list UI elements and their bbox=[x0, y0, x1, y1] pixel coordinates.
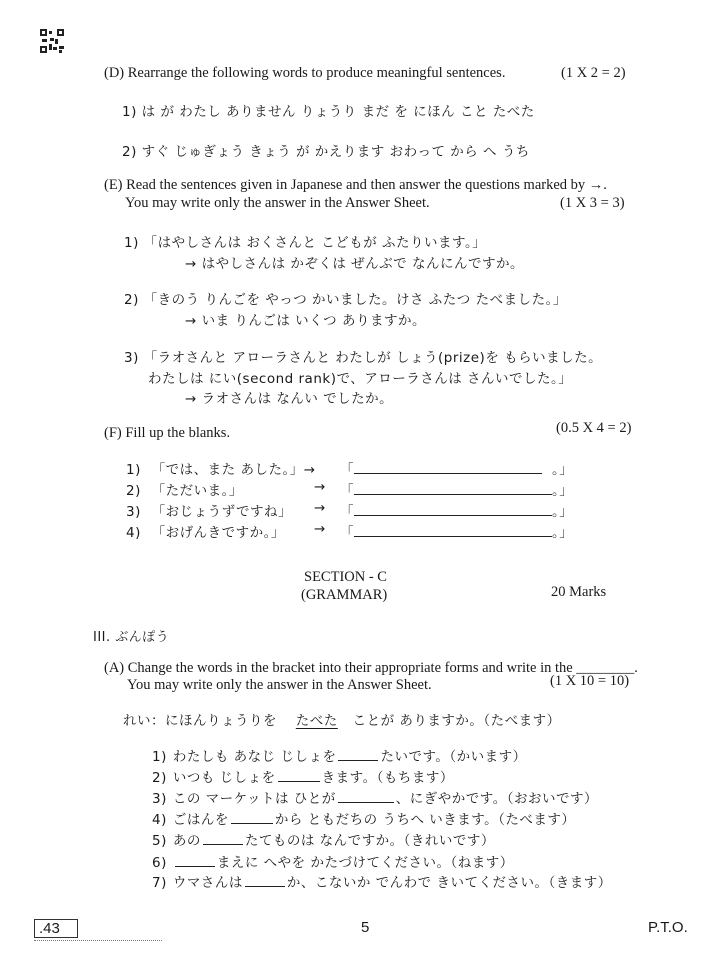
question-number: 7) bbox=[152, 875, 167, 891]
section-a-example bbox=[123, 709, 561, 729]
section-e-q2-statement: 2) 「きのう りんごを やっつ かいました。けさ ふたつ たべました。」 bbox=[124, 292, 567, 308]
question-text-before: いつも じしょを bbox=[172, 770, 276, 786]
answer-blank bbox=[203, 844, 243, 845]
page-number: 5 bbox=[361, 919, 370, 936]
question-text-after: 、にぎやかです。（おおいです） bbox=[395, 791, 598, 807]
qr-code-icon bbox=[40, 29, 64, 53]
section-a-marks: (1 X 10 = 10) bbox=[550, 673, 630, 689]
section-e-q1-question: → はやしさんは かぞくは ぜんぶで なんにんですか。 bbox=[185, 256, 524, 272]
item-number: 2) bbox=[126, 483, 141, 499]
item-text: 「おじょうずですね」 bbox=[151, 504, 293, 520]
question-text-after: から ともだちの うちへ いきます。（たべます） bbox=[274, 812, 576, 828]
section-c-marks: 20 Marks bbox=[551, 584, 607, 600]
section-a-heading: (A) Change the words in the bracket into their appropriate forms and write in the ________. bbox=[104, 660, 638, 676]
question-number: 6) bbox=[152, 855, 167, 871]
answer-blank: 「 。」 bbox=[340, 462, 574, 478]
question-number: 5) bbox=[152, 833, 167, 849]
question-number: 4) bbox=[152, 812, 167, 828]
section-a-instruction: You may write only the answer in the Answer Sheet. bbox=[127, 677, 432, 693]
answer-blank bbox=[175, 866, 215, 867]
grammar-question bbox=[152, 787, 598, 807]
section-e-instruction: You may write only the answer in the Answer Sheet. bbox=[125, 195, 430, 211]
answer-blank bbox=[338, 760, 378, 761]
question-text-after: たいです。（かいます） bbox=[380, 749, 527, 765]
item-number: 1) bbox=[126, 462, 141, 478]
item-text: 「では、また あした。」→ bbox=[151, 462, 316, 478]
section-f-item bbox=[126, 479, 243, 499]
question-text-before: ごはんを bbox=[172, 812, 229, 828]
question-text-after: きます。（もちます） bbox=[321, 770, 454, 786]
arrow: → bbox=[314, 500, 326, 516]
question-number: 2) bbox=[152, 770, 167, 786]
question-text-before: ウマさんは bbox=[172, 875, 243, 891]
section-f-item bbox=[126, 458, 316, 478]
arrow: → bbox=[314, 479, 326, 495]
section-d-item-2: 2) すぐ じゅぎょう きょう が かえります おわって から へ うち bbox=[122, 144, 530, 160]
section-f-item bbox=[126, 500, 292, 520]
pto-label: P.T.O. bbox=[648, 919, 688, 936]
item-number: 3) bbox=[126, 504, 141, 520]
question-text-after: たてものは なんですか。（きれいです） bbox=[244, 833, 495, 849]
section-e-q3-statement: 3) 「ラオさんと アローラさんと わたしが しょう(prize)を もらいました。 bbox=[124, 350, 603, 366]
divider bbox=[34, 940, 162, 941]
grammar-question bbox=[152, 829, 495, 849]
section-c-title: SECTION - C bbox=[304, 569, 387, 585]
answer-blank: 「 。」 bbox=[340, 504, 574, 520]
question-text-before: あの bbox=[172, 833, 201, 849]
grammar-question bbox=[152, 851, 514, 871]
answer-blank bbox=[231, 823, 273, 824]
paper-code: .43 bbox=[34, 919, 78, 938]
example-text: れい：にほんりょうりを bbox=[123, 713, 277, 729]
answer-blank: 「 。」 bbox=[340, 525, 574, 541]
question-text-before: この マーケットは ひとが bbox=[172, 791, 336, 807]
answer-blank: 「 。」 bbox=[340, 483, 574, 499]
question-text-after: まえに へやを かたづけてください。（ねます） bbox=[216, 855, 514, 871]
section-e-q3-statement-cont: わたしは にい(second rank)で、アローラさんは さんいでした。」 bbox=[148, 371, 573, 387]
item-number: 4) bbox=[126, 525, 141, 541]
question-number: 3) bbox=[152, 791, 167, 807]
section-f-heading: (F) Fill up the blanks. bbox=[104, 425, 231, 441]
section-e-marks: (1 X 3 = 3) bbox=[560, 195, 625, 211]
question-number: 1) bbox=[152, 749, 167, 765]
example-text: ことが ありますか。（たべます） bbox=[352, 713, 561, 729]
section-d-heading: (D) Rearrange the following words to produce meaningful sentences. bbox=[104, 65, 506, 81]
section-e-q1-statement: 1) 「はやしさんは おくさんと こどもが ふたりいます。」 bbox=[124, 235, 487, 251]
grammar-question bbox=[152, 745, 527, 765]
part-iii-heading: III. ぶんぽう bbox=[93, 630, 170, 645]
item-text: 「おげんきですか。」 bbox=[151, 525, 285, 541]
question-text-after: か、こないか でんわで きいてください。（きます） bbox=[286, 875, 612, 891]
grammar-question bbox=[152, 808, 575, 828]
section-e-heading: (E) Read the sentences given in Japanese and then answer the questions marked by →. bbox=[104, 177, 607, 193]
answer-blank bbox=[338, 802, 394, 803]
answer-blank bbox=[278, 781, 320, 782]
arrow: → bbox=[314, 521, 326, 537]
grammar-question bbox=[152, 871, 612, 891]
section-c-subtitle: (GRAMMAR) bbox=[301, 587, 388, 603]
section-e-q3-question: → ラオさんは なんい でしたか。 bbox=[185, 391, 394, 407]
item-text: 「ただいま。」 bbox=[151, 483, 243, 499]
section-e-q2-question: → いま りんごは いくつ ありますか。 bbox=[185, 313, 426, 329]
section-d-marks: (1 X 2 = 2) bbox=[561, 65, 626, 81]
question-text-before: わたしも あなじ じしょを bbox=[172, 749, 337, 765]
section-f-item bbox=[126, 521, 285, 541]
example-answer: たべた bbox=[295, 713, 338, 729]
section-d-item-1: 1) は が わたし ありません りょうり まだ を にほん こと たべた bbox=[122, 104, 535, 120]
section-f-marks: (0.5 X 4 = 2) bbox=[556, 420, 632, 436]
grammar-question bbox=[152, 766, 454, 786]
answer-blank bbox=[245, 886, 285, 887]
